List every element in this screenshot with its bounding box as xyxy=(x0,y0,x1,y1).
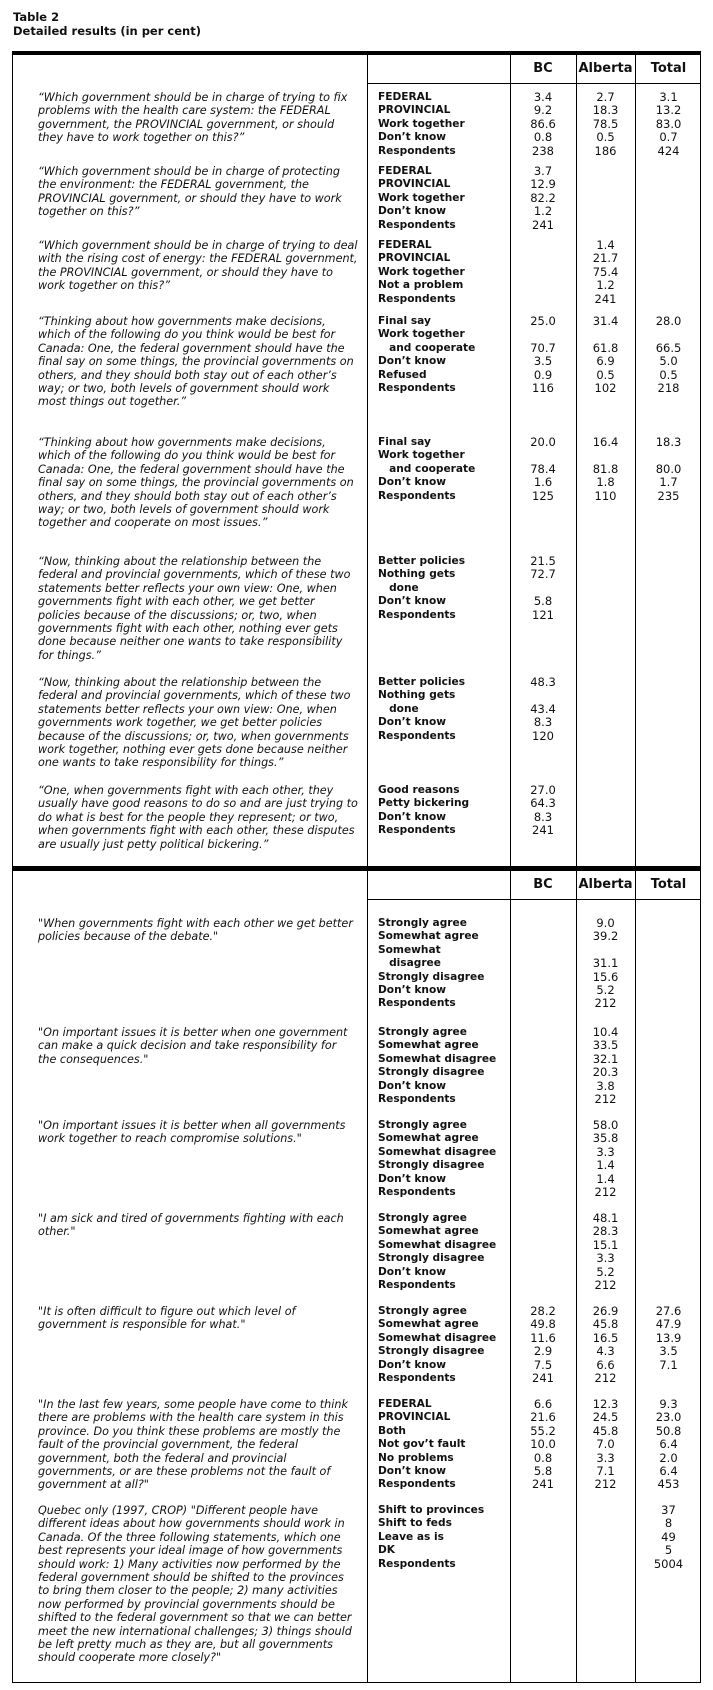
header-alberta: Alberta xyxy=(578,877,633,892)
question-text: “Which government should be in charge of protecting the environment: the FEDERAL government, the PROVINCIAL government, or should they have to work together on this?” xyxy=(38,165,346,219)
bc-values: 20.0 78.4 1.6 125 xyxy=(530,435,556,503)
column-divider xyxy=(510,868,511,1682)
question-text: “Thinking about how governments make decisions, which of the following do you think would be best for Canada: One, the federal government should have the final say on some things, the provincial governments on others, and they should both stay out of each other’s way; or two, both levels of government should work most things out together.” xyxy=(38,315,358,409)
bc-values: 3.4 9.2 86.6 0.8 238 xyxy=(530,90,556,158)
response-labels: Strongly agree Somewhat agree Somewhat disagree Strongly disagree Don’t know Respondents xyxy=(378,1119,497,1199)
response-labels: Better policies Nothing gets done Don’t know Respondents xyxy=(378,555,466,621)
question-text: “Now, thinking about the relationship between the federal and provincial governments, which of these two statements better reflects your own view: One, when governments fight with each other, we get better policies because of the discussions; or, two, when governments fight with each other, nothing ever gets done because neither one wants to take responsibility for things.” xyxy=(38,555,355,662)
bc-values: 25.0 70.7 3.5 0.9 116 xyxy=(530,314,556,396)
alberta-values: 31.4 61.8 6.9 0.5 102 xyxy=(592,314,619,396)
alberta-values: 2.7 18.3 78.5 0.5 186 xyxy=(592,90,619,158)
response-labels: FEDERAL PROVINCIAL Work together Don’t know Respondents xyxy=(378,165,465,231)
question-text: “Which government should be in charge of trying to deal with the rising cost of energy: the FEDERAL government, the PROVINCIAL government, or should they have to work together on this?” xyxy=(38,239,362,293)
table-title: Table 2 xyxy=(13,10,60,24)
total-values: 18.3 80.0 1.7 235 xyxy=(655,435,682,503)
bc-values: 21.5 72.7 5.8 121 xyxy=(530,554,556,622)
question-text: “Thinking about how governments make decisions, which of the following do you think would be best for Canada: One, the federal government should have the final say on some things, the provincial governments on others, and they should both stay out of each other’s way; or two, both levels of government should work together and cooperate on most issues.” xyxy=(38,436,358,530)
header-rule xyxy=(367,83,700,84)
header-alberta: Alberta xyxy=(578,61,633,76)
total-values: 37 8 49 5 5004 xyxy=(653,1503,684,1571)
alberta-values: 10.4 33.5 32.1 20.3 3.8 212 xyxy=(592,1025,619,1107)
response-labels: Strongly agree Somewhat agree Somewhat disagree Strongly disagree Don’t know Respondents xyxy=(378,1212,497,1292)
alberta-values: 9.0 39.2 31.1 15.6 5.2 212 xyxy=(592,916,619,1011)
alberta-values: 1.4 21.7 75.4 1.2 241 xyxy=(592,238,619,306)
results-table-part-2 xyxy=(12,867,701,1683)
response-labels: Strongly agree Somewhat agree Somewhat disagree Strongly disagree Don’t know Respondents xyxy=(378,1026,497,1106)
bc-values: 48.3 43.4 8.3 120 xyxy=(530,675,556,743)
question-text: "On important issues it is better when one government can make a quick decision and take responsibility for the consequences." xyxy=(38,1026,351,1066)
question-text: "On important issues it is better when all governments work together to reach compromise solutions." xyxy=(38,1119,350,1146)
total-values: 3.1 13.2 83.0 0.7 424 xyxy=(655,90,682,158)
response-labels: FEDERAL PROVINCIAL Work together Don’t know Respondents xyxy=(378,91,465,157)
total-values: 27.6 47.9 13.9 3.5 7.1 xyxy=(655,1304,682,1372)
alberta-values: 16.4 81.8 1.8 110 xyxy=(592,435,619,503)
response-labels: FEDERAL PROVINCIAL Work together Not a problem Respondents xyxy=(378,239,465,305)
response-labels: Strongly agree Somewhat agree Somewhat disagree Strongly disagree Don’t know Respondents xyxy=(378,1305,497,1385)
response-labels: Strongly agree Somewhat agree Somewhat disagree Strongly disagree Don’t know Respondents xyxy=(378,917,485,1010)
bc-values: 6.6 21.6 55.2 10.0 0.8 5.8 241 xyxy=(530,1397,556,1492)
bc-values: 3.7 12.9 82.2 1.2 241 xyxy=(530,164,556,232)
question-text: "I am sick and tired of governments fighting with each other." xyxy=(38,1212,348,1239)
response-labels: Good reasons Petty bickering Don’t know Respondents xyxy=(378,784,470,837)
column-divider xyxy=(367,868,368,1682)
results-table-part-1 xyxy=(12,51,701,867)
total-values: 9.3 23.0 50.8 6.4 2.0 6.4 453 xyxy=(655,1397,682,1492)
response-labels: Final say Work together and cooperate Don’t know Respondents xyxy=(378,436,476,502)
question-text: “One, when governments fight with each other, they usually have good reasons to do so and are just trying to do what is best for the people they represent; or two, when governments fight with each other, these disputes are usually just petty political bickering.” xyxy=(38,784,362,851)
header-total: Total xyxy=(650,61,687,76)
table-subtitle: Detailed results (in per cent) xyxy=(13,24,201,38)
header-total: Total xyxy=(650,877,687,892)
response-labels: FEDERAL PROVINCIAL Both Not gov’t fault No problems Don’t know Respondents xyxy=(378,1398,466,1491)
question-text: "In the last few years, some people have come to think there are problems with the health care system in this province. Do you think these problems are mostly the fault of the provincial government, the federal government, both the federal and provincial governments, or are these problems not the fault of government at all?" xyxy=(38,1398,352,1492)
question-text: Quebec only (1997, CROP) "Different people have different ideas about how governments should work in Canada. Of the three following statements, which one best represents your ideal image of how governments should work: 1) Many activities now performed by the federal government should be shifted to the provinces to bring them closer to the people; 2) many activities now performed by provincial governments should be shifted to the federal government so that we can better meet the new international challenges; 3) things should be left pretty much as they are, but all governments should cooperate more closely?" xyxy=(38,1504,356,1665)
header-bc: BC xyxy=(533,877,553,892)
response-labels: Better policies Nothing gets done Don’t know Respondents xyxy=(378,676,466,742)
alberta-values: 12.3 24.5 45.8 7.0 3.3 7.1 212 xyxy=(592,1397,619,1492)
response-labels: Final say Work together and cooperate Don’t know Refused Respondents xyxy=(378,315,476,395)
alberta-values: 48.1 28.3 15.1 3.3 5.2 212 xyxy=(592,1211,619,1293)
header-bc: BC xyxy=(533,61,553,76)
question-text: “Which government should be in charge of trying to fix problems with the health care system: the FEDERAL government, the PROVINCIAL government, or should they have to work together on this?” xyxy=(38,91,351,145)
bc-values: 27.0 64.3 8.3 241 xyxy=(530,783,556,838)
table-caption xyxy=(13,10,201,38)
question-text: "When governments fight with each other we get better policies because of the debate." xyxy=(38,917,357,944)
alberta-values: 58.0 35.8 3.3 1.4 1.4 212 xyxy=(592,1118,619,1200)
question-text: "It is often difficult to figure out which level of government is responsible for what." xyxy=(38,1305,300,1332)
alberta-values: 26.9 45.8 16.5 4.3 6.6 212 xyxy=(592,1304,619,1386)
total-values: 28.0 66.5 5.0 0.5 218 xyxy=(655,314,682,396)
column-divider xyxy=(367,52,368,866)
response-labels: Shift to provinces Shift to feds Leave as is DK Respondents xyxy=(378,1504,485,1570)
header-rule xyxy=(367,899,700,900)
question-text: “Now, thinking about the relationship between the federal and provincial governments, which of these two statements better reflects your own view: One, when governments work together, we get better policies because of the discussions; or, two, when governments work together, nothing ever gets done because neither one wants to take responsibility for things.” xyxy=(38,676,355,770)
bc-values: 28.2 49.8 11.6 2.9 7.5 241 xyxy=(530,1304,556,1386)
